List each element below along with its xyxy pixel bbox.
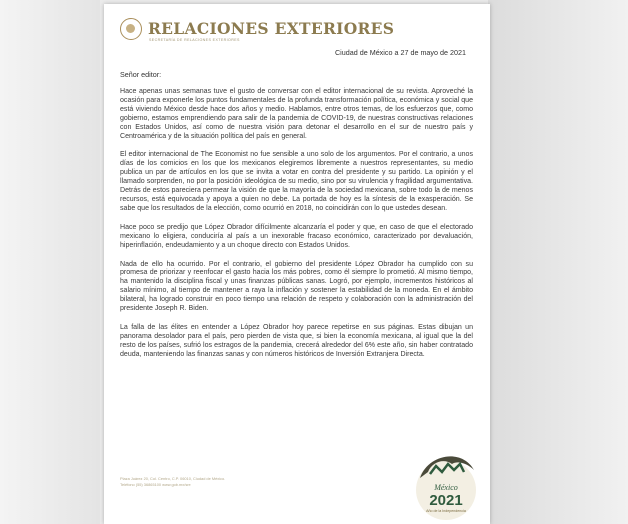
badge-year: 2021 [429,492,463,509]
paragraph: La falla de las élites en entender a López Obrador hoy parece repetirse en sus páginas. Estas dibujan un panorama desolador para el país, pero pierden de vista que, si bien la economía mexicana, al igual que la del resto de los países, sufrió los estragos de la pandemia, crecerá alrededor del 6% este año, sin haber contratado deuda, manteniendo las finanzas sanas y con números históricos de Inversión Extranjera Directa. [120,323,473,358]
organization-subtitle: SECRETARÍA DE RELACIONES EXTERIORES [149,38,240,42]
letter-page [104,4,490,524]
coat-of-arms-icon [120,18,142,40]
letter-body [120,88,473,370]
footer-address-block [120,476,225,488]
paragraph: Hace poco se predijo que López Obrador difícilmente alcanzaría el poder y que, en caso de que el electorado mexicano lo eligiera, conduciría al país a un inexorable fracaso económico, caracterizado por devaluación, hiperinflación, endeudamiento y a un choque directo con Estados Unidos. [120,223,473,249]
mexico-2021-badge [414,448,478,522]
background-right [488,0,628,524]
letterhead [120,18,450,48]
footer-address: Plaza Juárez 20, Col. Centro, C.P. 06010, Ciudad de México. [120,476,226,481]
salutation: Señor editor: [120,70,162,79]
footer-phone: Teléfono (55) 36865100 www.gob.mx/sre [120,482,191,487]
background-left [0,0,100,524]
paragraph: El editor internacional de The Economist no fue sensible a uno solo de los argumentos. Por el contrario, a unos días de los comicios en los que los mexicanos elegiremos libremente a nuestros representantes, su medio publica un par de artículos en los que se invita a votar en contra del presidente y su partido. La opinión y el llamado sorprenden, no por la posición ideológica de su medio, sino por su virulencia y fragilidad argumentativa. Detrás de estos pareciera permear la visión de que la mayoría de la sociedad mexicana, sobre todo la de menos recursos, está equivocada y apoya a quien no debe. La portada de hoy es la síntesis de la exasperación. Se sabe que los resultados de la elección, como ocurrió en 2018, no coincidirán con lo que ustedes desean. [120,151,473,212]
badge-country: México [434,483,458,492]
organization-name: RELACIONES EXTERIORES [148,19,395,38]
date-line: Ciudad de México a 27 de mayo de 2021 [334,48,466,57]
badge-caption: Año de la Independencia [426,509,466,513]
paragraph: Hace apenas unas semanas tuve el gusto de conversar con el editor internacional de su revista. Aproveché la ocasión para exponerle los puntos fundamentales de la profunda transformación política, económica y social que está viviendo México desde hace dos años y medio. Hablamos, entre otros temas, de los esfuerzos que, como gobierno, estamos emprendiendo para salir de la pandemia de COVID-19, de nuestras constructivas relaciones con Estados Unidos, así como de nuestra visión para detonar el desarrollo en el sur de nuestro país y Centroamérica y de la situación política del país en general. [120,88,473,140]
paragraph: Nada de ello ha ocurrido. Por el contrario, el gobierno del presidente López Obrador ha cumplido con su promesa de priorizar y reenfocar el gasto hacia los más pobres, como él siempre lo prometió. Al mismo tiempo, ha mantenido la disciplina fiscal y unas finanzas públicas sanas. Logró, por ejemplo, incrementos históricos al salario mínimo, al tiempo de mantener a raya la inflación y sostener la estabilidad de la moneda. En el ámbito bilateral, ha logrado construir en poco tiempo una relación de respeto y colaboración con la administración del presidente Joseph R. Biden. [120,260,473,313]
